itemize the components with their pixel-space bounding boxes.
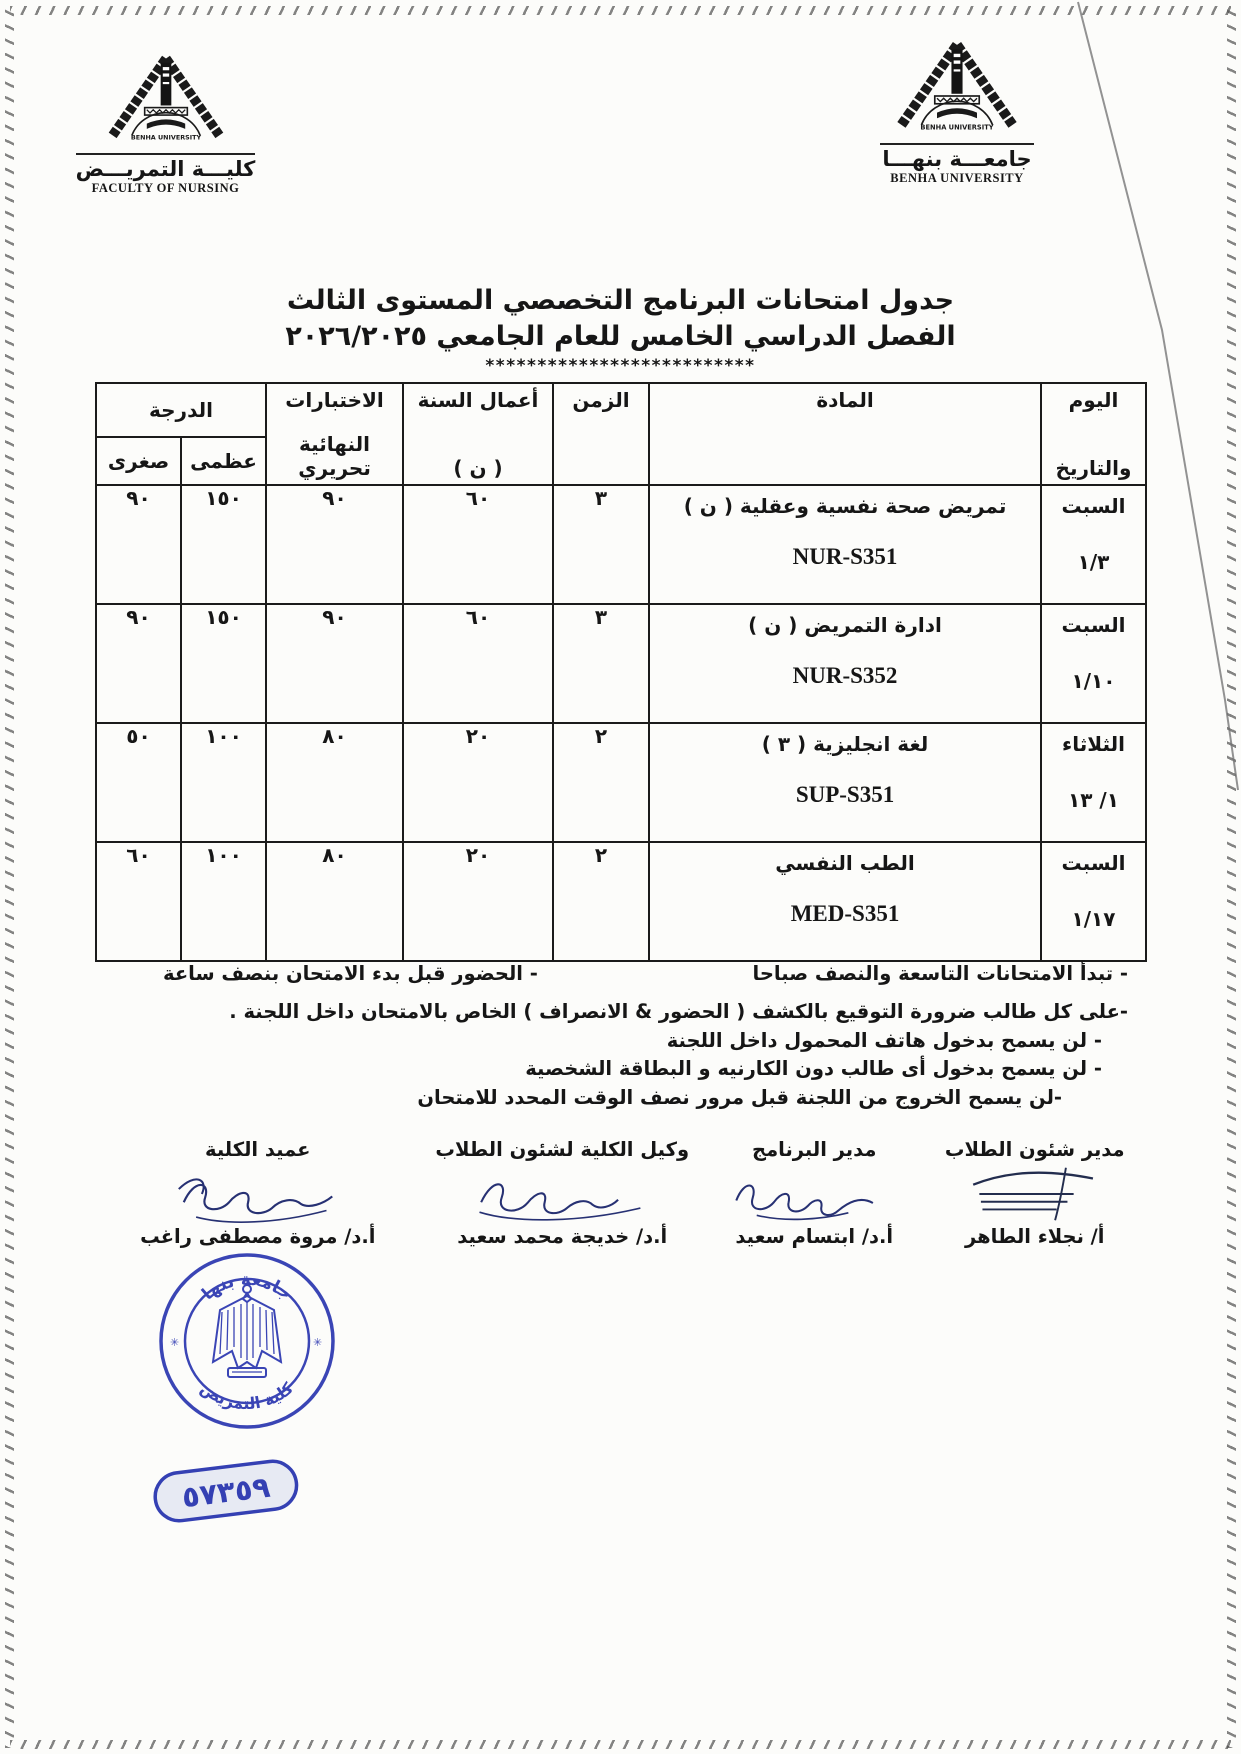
time-cell: ٣ bbox=[553, 485, 649, 604]
col-header-grade: الدرجة bbox=[96, 383, 266, 437]
signature-vice-dean: وكيل الكلية لشئون الطلاب أ.د/ خديجة محمد سعيد bbox=[435, 1138, 690, 1248]
handwritten-signature bbox=[153, 1161, 363, 1227]
day-date-cell: السبت ١/٣ bbox=[1041, 485, 1146, 604]
handwritten-signature bbox=[950, 1161, 1120, 1227]
time-cell: ٢ bbox=[553, 723, 649, 842]
benha-pyramid-icon bbox=[882, 36, 1032, 136]
col-header-grade-min: صغرى bbox=[96, 437, 181, 485]
number-stamp bbox=[147, 1451, 306, 1533]
grade-min-cell: ٥٠ bbox=[96, 723, 181, 842]
grade-min-cell: ٦٠ bbox=[96, 842, 181, 961]
svg-text:BENHA UNIVERSITY: BENHA UNIVERSITY bbox=[130, 133, 201, 142]
logo-divider bbox=[76, 153, 255, 155]
benha-university-logo bbox=[872, 36, 1042, 186]
university-round-stamp bbox=[156, 1250, 338, 1432]
stamp-text-bottom: كلية التمريض bbox=[196, 1378, 297, 1414]
faculty-of-nursing-logo bbox=[68, 50, 263, 196]
svg-text:كلية التمريض bbox=[197, 1378, 297, 1413]
scan-edge-top bbox=[10, 6, 1231, 15]
col-header-grade-max: عظمى bbox=[181, 437, 266, 485]
signature-student-affairs-director: مدير شئون الطلاب أ/ نجلاء الطاهر bbox=[944, 1138, 1125, 1248]
table-row bbox=[96, 842, 1146, 961]
final-written-cell: ٨٠ bbox=[266, 842, 403, 961]
svg-text:✳: ✳ bbox=[313, 1336, 323, 1349]
stamp-text-top: جامعة بنها bbox=[198, 1269, 296, 1305]
table-row bbox=[96, 604, 1146, 723]
eagle-emblem-icon bbox=[213, 1285, 281, 1377]
col-header-final-written: الاختبارات النهائية تحريري bbox=[266, 383, 403, 485]
logo-divider bbox=[880, 143, 1034, 145]
day-date-cell: الثلاثاء ١/ ١٣ bbox=[1041, 723, 1146, 842]
document-title bbox=[0, 283, 1241, 376]
note-sign-sheet: -على كل طالب ضرورة التوقيع بالكشف ( الحضور & الانصراف ) الخاص بالامتحان داخل اللجنة . bbox=[229, 1000, 1128, 1023]
note-no-early-exit: -لن يسمح الخروج من اللجنة قبل مرور نصف الوقت المحدد للامتحان bbox=[417, 1086, 1062, 1109]
subject-cell: ادارة التمريض ( ن ) NUR-S352 bbox=[649, 604, 1041, 723]
time-cell: ٣ bbox=[553, 604, 649, 723]
course-code: MED-S351 bbox=[790, 901, 900, 926]
col-header-day: اليوم والتاريخ bbox=[1041, 383, 1146, 485]
title-line-2: الفصل الدراسي الخامس للعام الجامعي ٢٠٢٦/٢٠٢٥ bbox=[285, 321, 956, 352]
yearwork-cell: ٦٠ bbox=[403, 604, 553, 723]
faculty-name-english: FACULTY OF NURSING bbox=[91, 181, 240, 195]
signature-program-director: مدير البرنامج أ.د/ ابتسام سعيد bbox=[704, 1138, 925, 1248]
final-written-cell: ٩٠ bbox=[266, 604, 403, 723]
table-row bbox=[96, 485, 1146, 604]
grade-max-cell: ١٥٠ bbox=[181, 485, 266, 604]
grade-min-cell: ٩٠ bbox=[96, 604, 181, 723]
university-name-english: BENHA UNIVERSITY bbox=[890, 171, 1024, 185]
subject-cell: الطب النفسي MED-S351 bbox=[649, 842, 1041, 961]
course-code: NUR-S352 bbox=[792, 663, 898, 688]
note-no-phones: - لن يسمح بدخول هاتف المحمول داخل اللجنة bbox=[666, 1029, 1102, 1052]
exam-schedule-table bbox=[95, 382, 1147, 962]
grade-max-cell: ١٠٠ bbox=[181, 723, 266, 842]
day-date-cell: السبت ١/١٧ bbox=[1041, 842, 1146, 961]
handwritten-signature bbox=[724, 1161, 904, 1227]
signature-block bbox=[95, 1138, 1145, 1248]
scan-edge-right bbox=[1227, 6, 1236, 1748]
final-written-cell: ٩٠ bbox=[266, 485, 403, 604]
yearwork-cell: ٢٠ bbox=[403, 842, 553, 961]
stamp-number-text: ٥٧٣٥٩ bbox=[180, 1469, 272, 1515]
scan-edge-bottom bbox=[10, 1740, 1231, 1749]
svg-text:جامعة بنها bbox=[198, 1270, 295, 1305]
faculty-name-arabic: كليـــة التمريـــض bbox=[75, 157, 256, 181]
final-written-cell: ٨٠ bbox=[266, 723, 403, 842]
col-header-time: الزمن bbox=[553, 383, 649, 485]
yearwork-cell: ٢٠ bbox=[403, 723, 553, 842]
yearwork-cell: ٦٠ bbox=[403, 485, 553, 604]
table-row bbox=[96, 723, 1146, 842]
grade-max-cell: ١٠٠ bbox=[181, 842, 266, 961]
time-cell: ٢ bbox=[553, 842, 649, 961]
grade-max-cell: ١٥٠ bbox=[181, 604, 266, 723]
day-date-cell: السبت ١/١٠ bbox=[1041, 604, 1146, 723]
note-start-time: - تبدأ الامتحانات التاسعة والنصف صباحا bbox=[752, 962, 1128, 985]
title-separator-stars: ************************** bbox=[485, 356, 756, 376]
col-header-subject: المادة bbox=[649, 383, 1041, 485]
signature-dean: عميد الكلية أ.د/ مروة مصطفى راغب bbox=[140, 1138, 376, 1248]
col-header-yearwork: أعمال السنة ( ن ) bbox=[403, 383, 553, 485]
note-id-required: - لن يسمح بدخول أى طالب دون الكارنيه و البطاقة الشخصية bbox=[525, 1057, 1102, 1080]
note-arrive-early: - الحضور قبل بدء الامتحان بنصف ساعة bbox=[163, 962, 538, 985]
title-line-1: جدول امتحانات البرنامج التخصصي المستوى الثالث bbox=[286, 285, 955, 316]
grade-min-cell: ٩٠ bbox=[96, 485, 181, 604]
subject-cell: تمريض صحة نفسية وعقلية ( ن ) NUR-S351 bbox=[649, 485, 1041, 604]
course-code: NUR-S351 bbox=[792, 544, 898, 569]
svg-text:BENHA UNIVERSITY: BENHA UNIVERSITY bbox=[920, 123, 994, 132]
subject-cell: لغة انجليزية ( ٣ ) SUP-S351 bbox=[649, 723, 1041, 842]
benha-pyramid-icon bbox=[91, 50, 241, 146]
university-name-arabic: جامعـــة بنهـــا bbox=[882, 147, 1032, 171]
course-code: SUP-S351 bbox=[795, 782, 895, 807]
scan-edge-left bbox=[5, 6, 14, 1748]
svg-text:✳: ✳ bbox=[170, 1336, 180, 1349]
handwritten-signature bbox=[462, 1161, 662, 1227]
